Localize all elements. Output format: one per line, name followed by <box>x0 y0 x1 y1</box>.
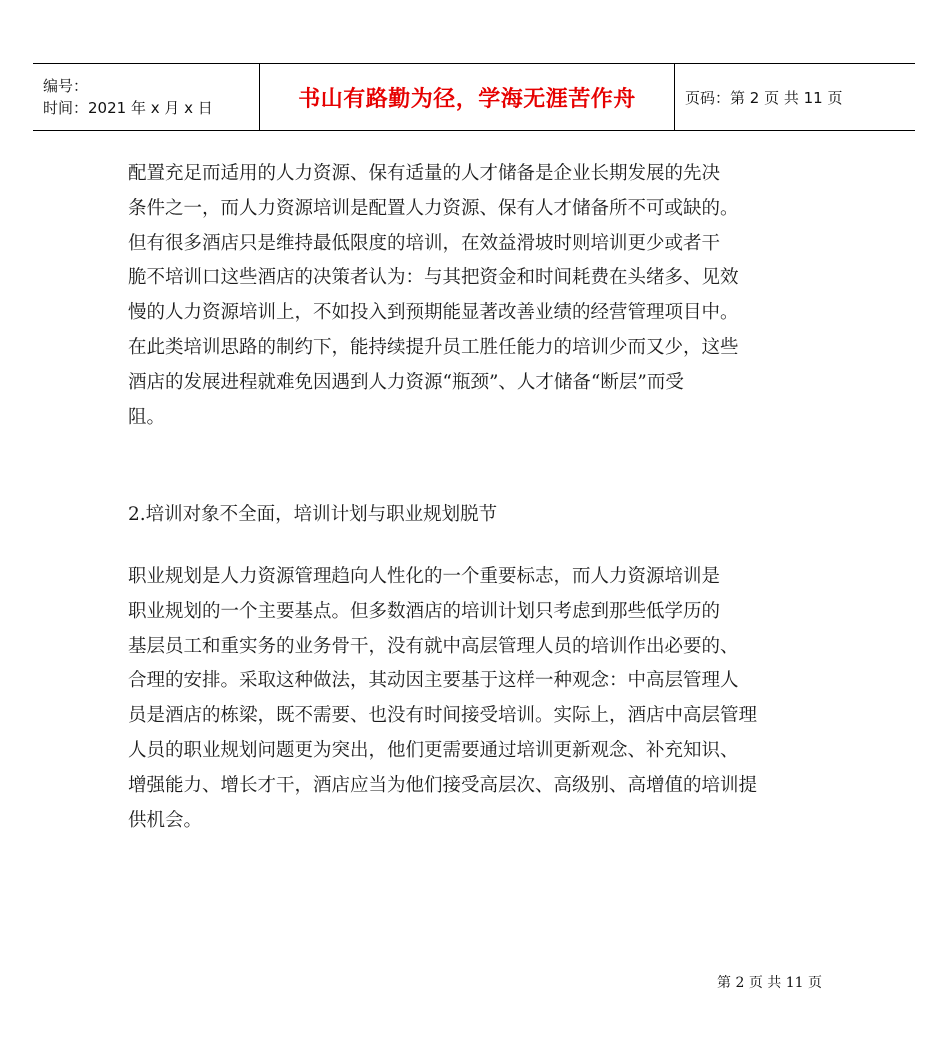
number-label: 编号： <box>43 77 89 95</box>
paragraph-line: 员是酒店的栋梁，既不需要、也没有时间接受培训。实际上，酒店中高层管理 <box>128 705 758 727</box>
paragraph-1 <box>128 157 828 435</box>
paragraph-line: 酒店的发展进程就难免因遇到人力资源“瓶颈”、人才储备“断层”而受 <box>128 371 684 393</box>
paragraph-line: 人员的职业规划问题更为突出，他们更需要通过培训更新观念、补充知识、 <box>128 739 739 761</box>
document-header <box>33 63 915 131</box>
header-motto-cell <box>259 64 675 130</box>
paragraph-line: 脆不培训口这些酒店的决策者认为：与其把资金和时间耗费在头绪多、见效 <box>128 267 739 289</box>
time-label: 时间：2021 年 x 月 x 日 <box>43 99 213 117</box>
paragraph-line: 配置充足而适用的人力资源、保有适量的人才储备是企业长期发展的先决 <box>128 163 721 184</box>
paragraph-line: 慢的人力资源培训上，不如投入到预期能显著改善业绩的经营管理项目中。 <box>128 302 739 324</box>
section-heading: 2.培训对象不全面，培训计划与职业规划脱节 <box>128 504 498 525</box>
page-footer: 第 2 页 共 11 页 <box>717 975 822 991</box>
paragraph-line: 合理的安排。采取这种做法，其动因主要基于这样一种观念：中高层管理人 <box>128 670 739 692</box>
paragraph-line: 职业规划的一个主要基点。但多数酒店的培训计划只考虑到那些低学历的 <box>128 600 721 622</box>
paragraph-line: 职业规划是人力资源管理趋向人性化的一个重要标志，而人力资源培训是 <box>128 566 721 587</box>
header-page-cell <box>675 64 915 130</box>
header-meta <box>33 64 259 130</box>
paragraph-2 <box>128 560 828 838</box>
paragraph-line: 条件之一，而人力资源培训是配置人力资源、保有人才储备所不可或缺的。 <box>128 197 739 219</box>
paragraph-line: 在此类培训思路的制约下，能持续提升员工胜任能力的培训少而又少，这些 <box>128 336 739 358</box>
paragraph-line: 供机会。 <box>128 809 203 831</box>
paragraph-line: 基层员工和重实务的业务骨干，没有就中高层管理人员的培训作出必要的、 <box>128 635 739 657</box>
paragraph-line: 但有很多酒店只是维持最低限度的培训，在效益滑坡时则培训更少或者干 <box>128 232 721 254</box>
paragraph-line: 增强能力、增长才干，酒店应当为他们接受高层次、高级别、高增值的培训提 <box>128 774 758 796</box>
page-code: 页码：第 2 页 共 11 页 <box>685 88 843 107</box>
motto-text: 书山有路勤为径，学海无涯苦作舟 <box>298 86 636 112</box>
paragraph-line: 阻。 <box>128 406 166 428</box>
